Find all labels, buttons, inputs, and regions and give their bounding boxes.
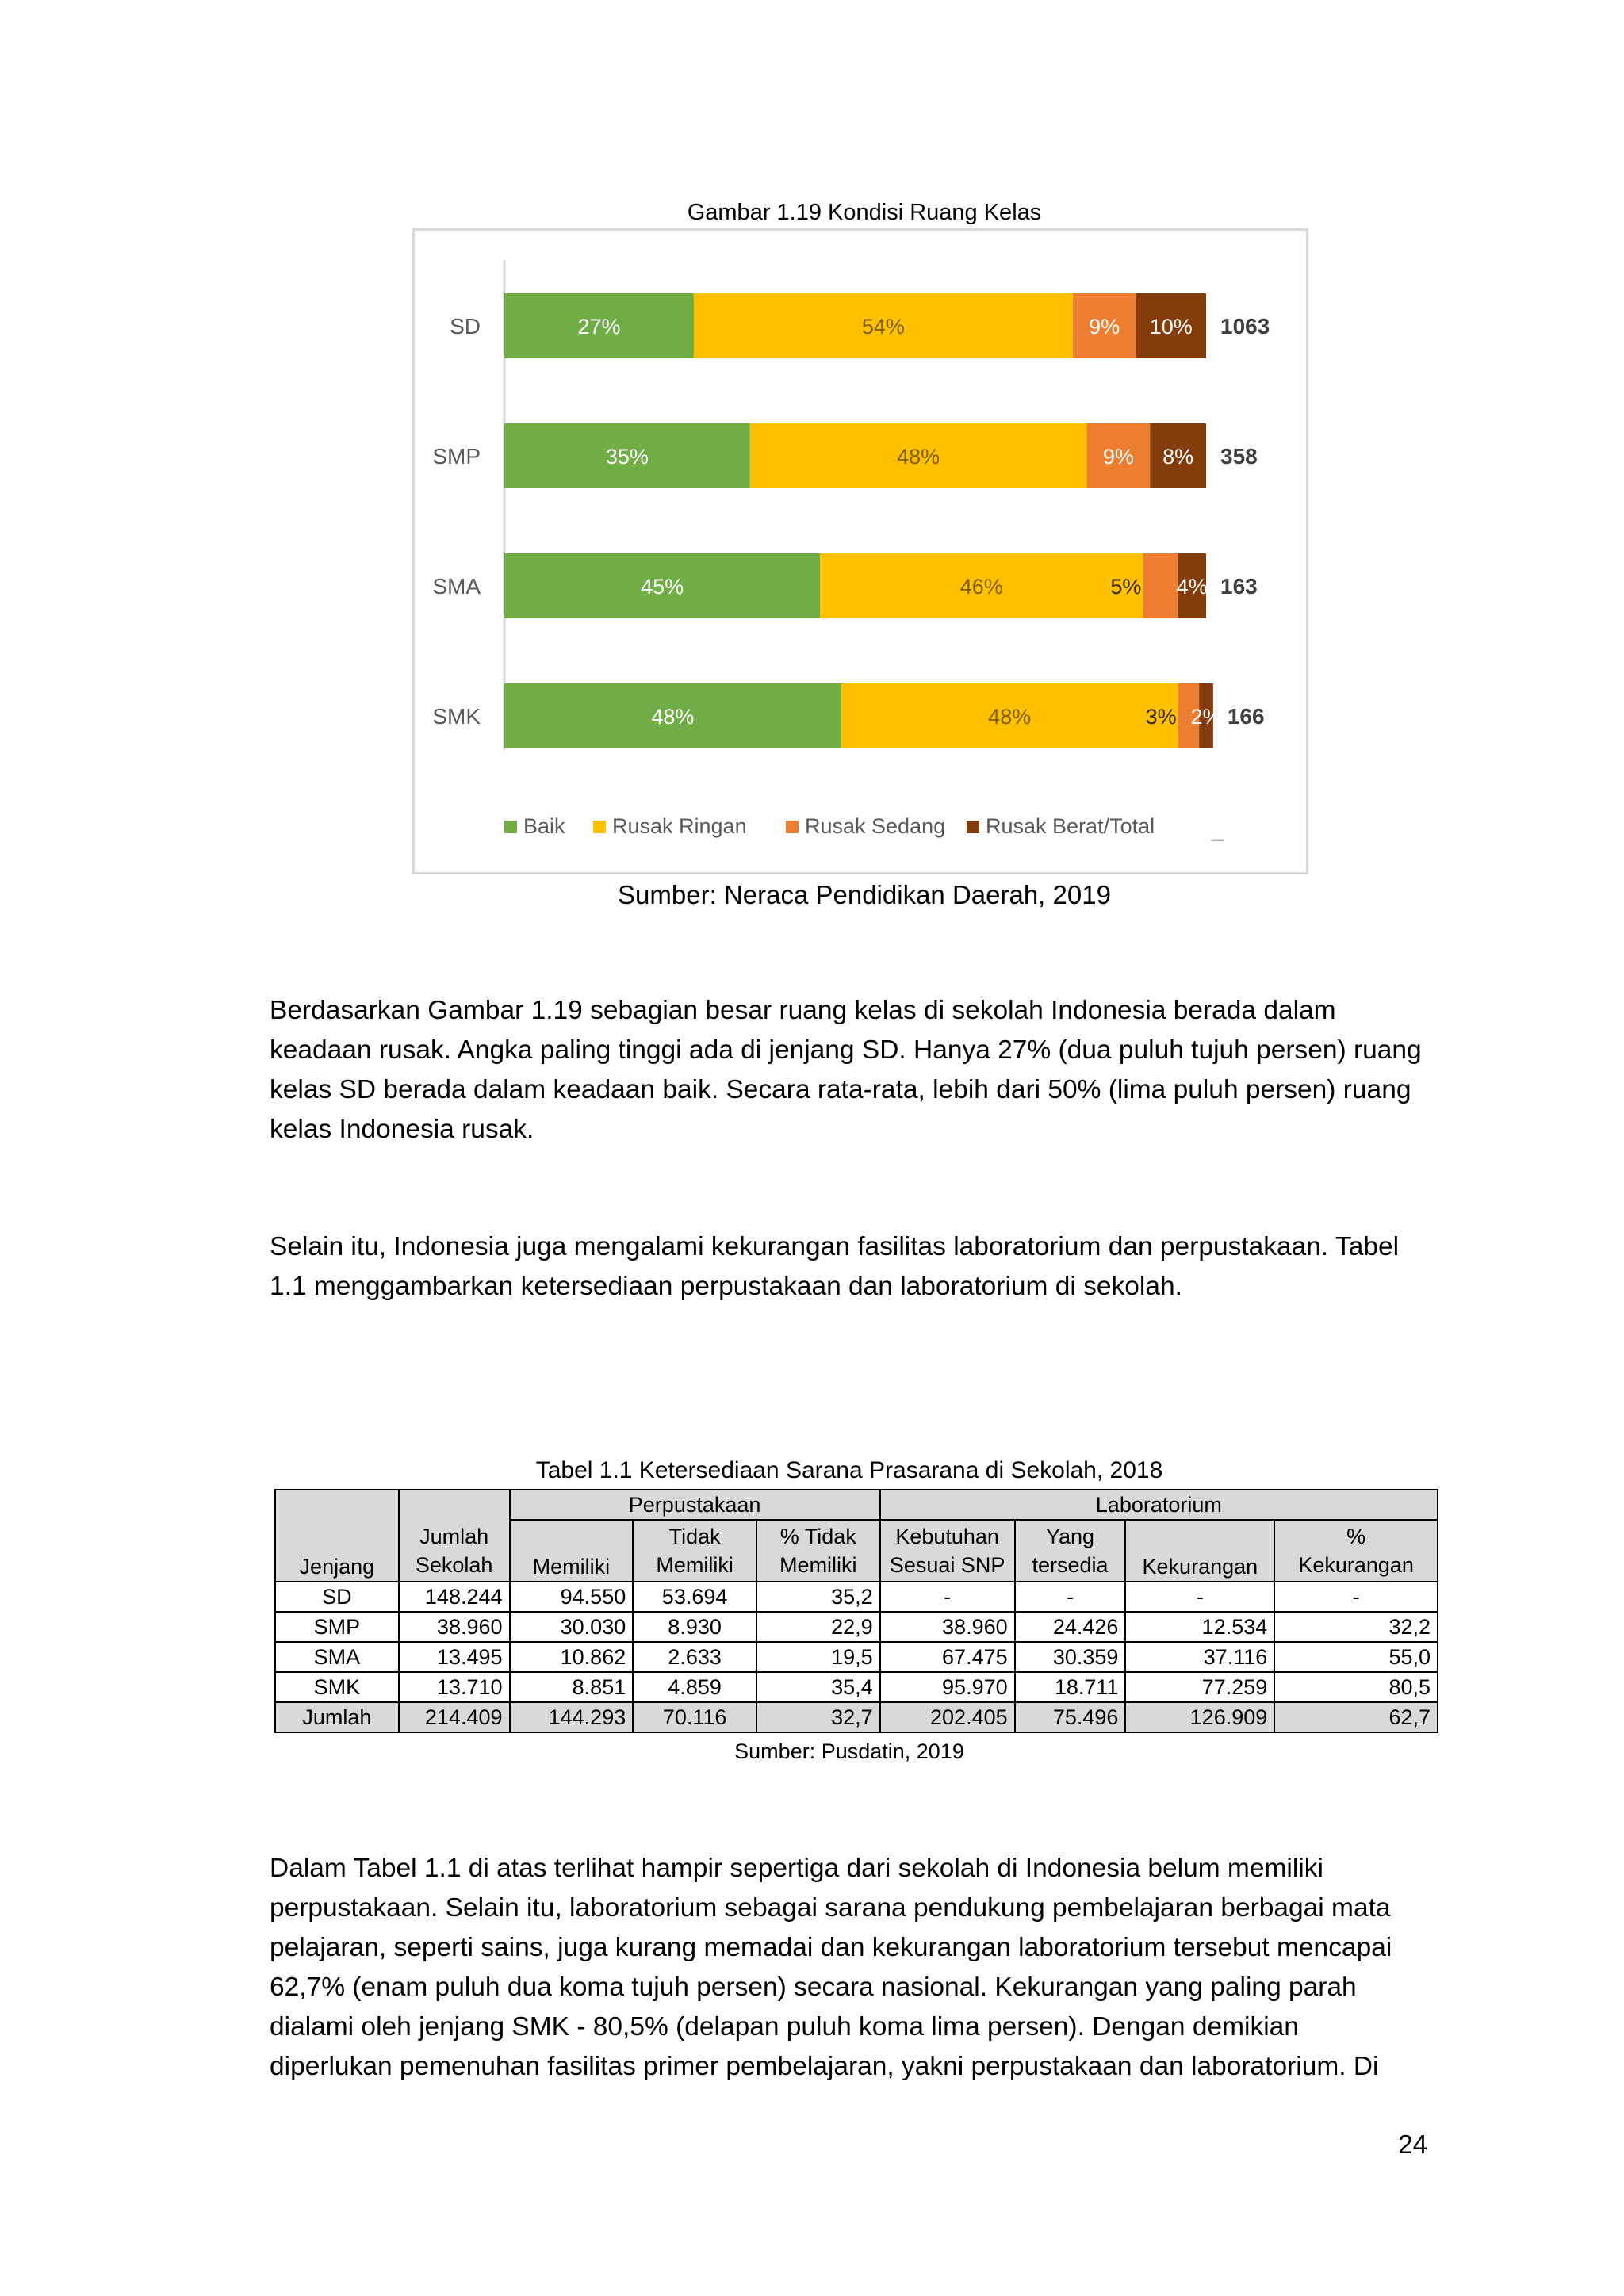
cell-kekurangan: 126.909 bbox=[1125, 1702, 1274, 1732]
cell-tidak: 53.694 bbox=[633, 1582, 756, 1612]
cell-tidak: 4.859 bbox=[633, 1672, 756, 1702]
category-label: SD bbox=[450, 314, 481, 339]
data-label: 8% bbox=[1162, 445, 1194, 469]
cell-kebutuhan: - bbox=[880, 1582, 1015, 1612]
header-jenjang bbox=[275, 1520, 399, 1582]
paragraph-line: Berdasarkan Gambar 1.19 sebagian besar ruang kelas di sekolah Indonesia berada dalam bbox=[270, 996, 1336, 1025]
header-jumlah-sekolah bbox=[399, 1520, 510, 1582]
cell-jenjang: Jumlah bbox=[275, 1702, 399, 1732]
header-text: % Tidak bbox=[779, 1525, 856, 1548]
table-header-row-2 bbox=[275, 1520, 1438, 1582]
cell-tersedia: 75.496 bbox=[1015, 1702, 1126, 1732]
data-label: 2% bbox=[1190, 705, 1222, 729]
figure-source: Sumber: Neraca Pendidikan Daerah, 2019 bbox=[618, 880, 1111, 909]
header-memiliki bbox=[510, 1520, 634, 1582]
cell-kebutuhan: 202.405 bbox=[880, 1702, 1015, 1732]
category-label: SMP bbox=[432, 444, 481, 469]
paragraph-line: 62,7% (enam puluh dua koma tujuh persen) secara nasional. Kekurangan yang paling parah bbox=[270, 1973, 1357, 2002]
table-row bbox=[275, 1672, 1438, 1702]
data-label: 9% bbox=[1102, 445, 1134, 469]
cell-tidak: 70.116 bbox=[633, 1702, 756, 1732]
header-text: Kebutuhan bbox=[895, 1525, 999, 1548]
data-label: 27% bbox=[577, 315, 621, 339]
cell-pct-kekurangan: 55,0 bbox=[1274, 1642, 1438, 1672]
legend-swatch bbox=[504, 821, 517, 833]
legend-extra: _ bbox=[1212, 817, 1224, 841]
cell-kebutuhan: 38.960 bbox=[880, 1612, 1015, 1642]
header-text: Kekurangan bbox=[1142, 1555, 1258, 1578]
data-label: 45% bbox=[641, 575, 684, 599]
page-number: 24 bbox=[1398, 2130, 1427, 2159]
data-label: 46% bbox=[959, 575, 1003, 599]
legend-swatch bbox=[786, 821, 799, 833]
cell-pct-kekurangan: 32,2 bbox=[1274, 1612, 1438, 1642]
cell-tersedia: 18.711 bbox=[1015, 1672, 1126, 1702]
stacked-bar-chart bbox=[415, 231, 1306, 872]
table-row-total bbox=[275, 1702, 1438, 1732]
cell-tersedia: 24.426 bbox=[1015, 1612, 1126, 1642]
header-pct-tidak-memiliki bbox=[756, 1520, 880, 1582]
total-label: 163 bbox=[1220, 574, 1258, 599]
legend-swatch bbox=[593, 821, 606, 833]
header-text: Memiliki bbox=[656, 1553, 733, 1577]
cell-pct-tidak: 35,4 bbox=[756, 1672, 880, 1702]
data-label: 9% bbox=[1089, 315, 1120, 339]
total-label: 1063 bbox=[1220, 314, 1270, 339]
header-text: Memiliki bbox=[532, 1555, 611, 1578]
cell-pct-tidak: 32,7 bbox=[756, 1702, 880, 1732]
cell-jenjang: SMA bbox=[275, 1642, 399, 1672]
paragraph-2 bbox=[270, 1227, 1429, 1307]
data-label: 54% bbox=[861, 315, 905, 339]
cell-pct-kekurangan: - bbox=[1274, 1582, 1438, 1612]
cell-tidak: 8.930 bbox=[633, 1612, 756, 1642]
paragraph-1 bbox=[270, 991, 1429, 1150]
cell-jenjang: SMK bbox=[275, 1672, 399, 1702]
cell-kekurangan: 12.534 bbox=[1125, 1612, 1274, 1642]
facilities-table bbox=[274, 1489, 1438, 1733]
header-kebutuhan bbox=[880, 1520, 1015, 1582]
cell-pct-tidak: 22,9 bbox=[756, 1612, 880, 1642]
paragraph-line: Selain itu, Indonesia juga mengalami kekurangan fasilitas laboratorium dan perpustakaan. Tabel bbox=[270, 1232, 1400, 1261]
cell-tersedia: - bbox=[1015, 1582, 1126, 1612]
figure-caption: Gambar 1.19 Kondisi Ruang Kelas bbox=[687, 200, 1042, 225]
paragraph-3 bbox=[270, 1849, 1429, 2087]
paragraph-line: diperlukan pemenuhan fasilitas primer pembelajaran, yakni perpustakaan dan laboratorium. Di bbox=[270, 2052, 1379, 2081]
cell-jumlah: 148.244 bbox=[399, 1582, 510, 1612]
header-laboratorium: Laboratorium bbox=[880, 1490, 1438, 1520]
cell-jumlah: 38.960 bbox=[399, 1612, 510, 1642]
table-caption: Tabel 1.1 Ketersediaan Sarana Prasarana di Sekolah, 2018 bbox=[535, 1457, 1163, 1483]
paragraph-line: kelas Indonesia rusak. bbox=[270, 1115, 534, 1144]
legend-label: Baik bbox=[523, 814, 565, 838]
header-text: Sekolah bbox=[415, 1552, 493, 1577]
cell-jenjang: SD bbox=[275, 1582, 399, 1612]
cell-kekurangan: - bbox=[1125, 1582, 1274, 1612]
cell-tidak: 2.633 bbox=[633, 1642, 756, 1672]
header-text: Yang bbox=[1046, 1525, 1095, 1548]
header-cell bbox=[275, 1490, 399, 1520]
cell-memiliki: 8.851 bbox=[510, 1672, 634, 1702]
header-text: Sesuai SNP bbox=[889, 1553, 1005, 1577]
cell-memiliki: 30.030 bbox=[510, 1612, 634, 1642]
total-label: 166 bbox=[1227, 704, 1265, 729]
table-row bbox=[275, 1642, 1438, 1672]
header-yang-tersedia bbox=[1015, 1520, 1126, 1582]
data-label: 10% bbox=[1149, 315, 1193, 339]
cell-memiliki: 144.293 bbox=[510, 1702, 634, 1732]
cell-kekurangan: 77.259 bbox=[1125, 1672, 1274, 1702]
cell-pct-kekurangan: 80,5 bbox=[1274, 1672, 1438, 1702]
cell-jumlah: 13.495 bbox=[399, 1642, 510, 1672]
cell-kebutuhan: 67.475 bbox=[880, 1642, 1015, 1672]
table-row bbox=[275, 1582, 1438, 1612]
cell-tersedia: 30.359 bbox=[1015, 1642, 1126, 1672]
data-label: 35% bbox=[605, 445, 649, 469]
header-tidak-memiliki bbox=[633, 1520, 756, 1582]
cell-pct-tidak: 19,5 bbox=[756, 1642, 880, 1672]
paragraph-line: perpustakaan. Selain itu, laboratorium sebagai sarana pendukung pembelajaran berbagai mata bbox=[270, 1893, 1391, 1923]
chart-frame bbox=[412, 228, 1308, 874]
table-row bbox=[275, 1612, 1438, 1642]
data-label: 48% bbox=[651, 705, 695, 729]
category-label: SMK bbox=[432, 704, 481, 729]
legend-swatch bbox=[967, 821, 979, 833]
header-pct-kekurangan bbox=[1274, 1520, 1438, 1582]
header-kekurangan bbox=[1125, 1520, 1274, 1582]
legend-label: Rusak Berat/Total bbox=[986, 814, 1155, 838]
paragraph-line: kelas SD berada dalam keadaan baik. Secara rata-rata, lebih dari 50% (lima puluh persen) ruang bbox=[270, 1075, 1411, 1104]
cell-jumlah: 214.409 bbox=[399, 1702, 510, 1732]
table-header-row-1 bbox=[275, 1490, 1438, 1520]
header-text: Jumlah bbox=[419, 1524, 489, 1548]
cell-memiliki: 10.862 bbox=[510, 1642, 634, 1672]
data-label: 4% bbox=[1176, 575, 1208, 599]
header-text: Jenjang bbox=[299, 1555, 375, 1578]
paragraph-line: Dalam Tabel 1.1 di atas terlihat hampir sepertiga dari sekolah di Indonesia belum memiliki bbox=[270, 1854, 1323, 1883]
paragraph-line: dialami oleh jenjang SMK - 80,5% (delapan puluh koma lima persen). Dengan demikian bbox=[270, 2012, 1299, 2042]
paragraph-line: keadaan rusak. Angka paling tinggi ada di jenjang SD. Hanya 27% (dua puluh tujuh persen) ruang bbox=[270, 1035, 1422, 1065]
header-text: Kekurangan bbox=[1298, 1553, 1414, 1577]
legend-label: Rusak Sedang bbox=[805, 814, 946, 838]
cell-pct-tidak: 35,2 bbox=[756, 1582, 880, 1612]
data-label: 48% bbox=[897, 445, 940, 469]
paragraph-line: 1.1 menggambarkan ketersediaan perpustakaan dan laboratorium di sekolah. bbox=[270, 1272, 1182, 1301]
bar-segment bbox=[1143, 553, 1178, 618]
header-text: tersedia bbox=[1032, 1553, 1109, 1577]
header-perpustakaan: Perpustakaan bbox=[510, 1490, 880, 1520]
header-text: Memiliki bbox=[779, 1553, 857, 1577]
header-cell bbox=[399, 1490, 510, 1520]
table-source: Sumber: Pusdatin, 2019 bbox=[734, 1739, 964, 1763]
cell-jenjang: SMP bbox=[275, 1612, 399, 1642]
cell-memiliki: 94.550 bbox=[510, 1582, 634, 1612]
paragraph-line: pelajaran, seperti sains, juga kurang memadai dan kekurangan laboratorium tersebut mencapai bbox=[270, 1933, 1392, 1962]
cell-pct-kekurangan: 62,7 bbox=[1274, 1702, 1438, 1732]
data-label: 48% bbox=[988, 705, 1032, 729]
data-label: 5% bbox=[1110, 575, 1142, 599]
total-label: 358 bbox=[1220, 444, 1258, 469]
data-label: 3% bbox=[1145, 705, 1177, 729]
legend-label: Rusak Ringan bbox=[612, 814, 747, 838]
header-text: Tidak bbox=[668, 1525, 721, 1548]
cell-kekurangan: 37.116 bbox=[1125, 1642, 1274, 1672]
header-text: % bbox=[1346, 1525, 1366, 1548]
cell-jumlah: 13.710 bbox=[399, 1672, 510, 1702]
cell-kebutuhan: 95.970 bbox=[880, 1672, 1015, 1702]
category-label: SMA bbox=[432, 574, 481, 599]
